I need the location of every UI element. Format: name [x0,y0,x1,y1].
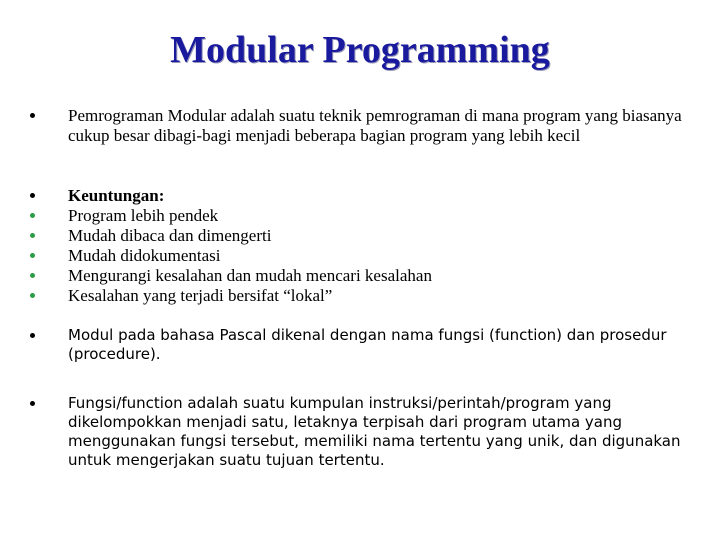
bullet-text: Pemrograman Modular adalah suatu teknik pemrograman di mana program yang biasanya cukup besar dibagi-bagi menjadi beberapa bagian program yang lebih kecil [68,106,682,145]
bullet-pascal-module [30,326,690,364]
bullet-icon [30,326,68,345]
bullet-icon [30,106,68,126]
list-item-text: Mudah didokumentasi [68,246,221,265]
bullet-text: Fungsi/function adalah suatu kumpulan instruksi/perintah/program yang dikelompokkan menjadi satu, letaknya terpisah dari program utama yang menggunakan fungsi tersebut, memiliki nama tertentu yang unik, dan digunakan untuk mengerjakan suatu tujuan tertentu. [68,394,681,469]
bullet-icon [30,394,68,413]
green-bullet-icon [30,206,68,226]
list-item [30,246,690,266]
slide-title: Modular Programming [170,29,550,71]
green-bullet-icon [30,226,68,246]
list-item-text: Mudah dibaca dan dimengerti [68,226,272,245]
list-item [30,286,690,306]
list-item [30,206,690,226]
bullet-definition [30,106,690,146]
list-item [30,226,690,246]
green-bullet-icon [30,286,68,306]
advantages-heading: Keuntungan: [68,186,165,205]
list-item-text: Program lebih pendek [68,206,219,225]
advantages-heading-row [30,186,690,206]
list-item-text: Mengurangi kesalahan dan mudah mencari kesalahan [68,266,432,285]
bullet-function-definition [30,394,690,470]
green-bullet-icon [30,246,68,266]
advantages-list [30,186,690,306]
list-item-text: Kesalahan yang terjadi bersifat “lokal” [68,286,333,305]
green-bullet-icon [30,266,68,286]
bullet-icon [30,186,68,206]
bullet-text: Modul pada bahasa Pascal dikenal dengan nama fungsi (function) dan prosedur (procedure). [68,326,667,363]
list-item [30,266,690,286]
